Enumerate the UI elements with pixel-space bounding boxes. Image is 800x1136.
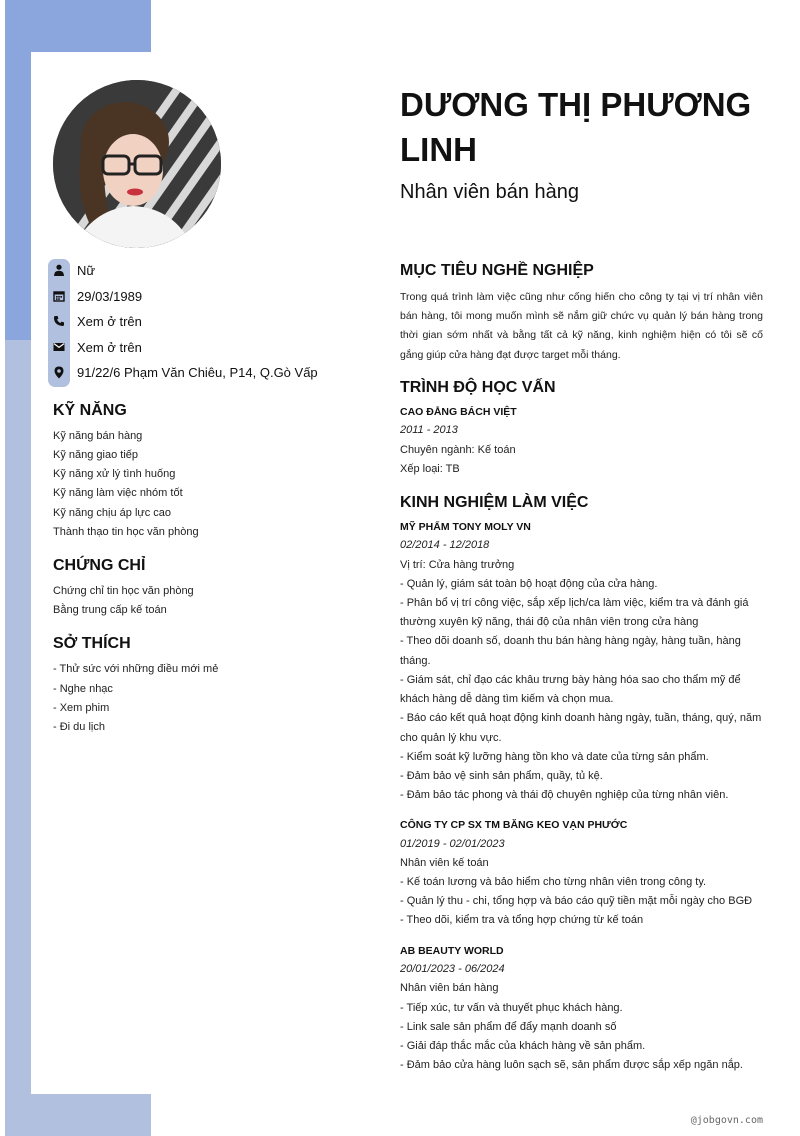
contact-phone — [48, 310, 142, 332]
education-detail: Chuyên ngành: Kế toán — [400, 444, 516, 456]
contact-text: 91/22/6 Phạm Văn Chiêu, P14, Q.Gò Vấp — [77, 364, 318, 380]
job-detail-line: - Giải đáp thắc mắc của khách hàng về sản phẩm. — [400, 1040, 646, 1052]
job-detail-line: Vị trí: Cửa hàng trưởng — [400, 559, 515, 571]
certificates-heading: CHỨNG CHỈ — [53, 557, 146, 574]
education-period: 2011 - 2013 — [400, 424, 458, 436]
hobbies-heading: SỞ THÍCH — [53, 635, 131, 652]
job-detail-line: - Kế toán lương và bảo hiểm cho từng nhân viên trong công ty. — [400, 876, 707, 888]
job-detail-line: cho quản lý khu vực. — [400, 732, 502, 744]
job-detail-line: - Đảm bảo cửa hàng luôn sạch sẽ, sản phẩm được sắp xếp ngăn nắp. — [400, 1059, 743, 1071]
job-detail-line: - Đảm bảo vệ sinh sản phẩm, quầy, tủ kệ. — [400, 770, 603, 782]
job-detail-line: - Tiếp xúc, tư vấn và thuyết phục khách hàng. — [400, 1002, 623, 1014]
skill-item: Kỹ năng bán hàng — [53, 430, 143, 442]
hobby-item: - Thử sức với những điều mới mẻ — [53, 663, 219, 675]
job-period: 02/2014 - 12/2018 — [400, 539, 490, 551]
contact-text: Xem ở trên — [77, 339, 142, 355]
location-pin-icon — [48, 361, 70, 383]
job-company: CÔNG TY CP SX TM BĂNG KEO VẠN PHƯỚC — [400, 819, 628, 831]
job-detail-line: - Link sale sản phẩm để đẩy mạnh doanh số — [400, 1021, 617, 1033]
contact-text: Nữ — [77, 262, 96, 278]
contact-birthday — [48, 285, 142, 307]
job-company: MỸ PHẨM TONY MOLY VN — [400, 521, 531, 533]
skill-item: Kỹ năng làm việc nhóm tốt — [53, 487, 183, 499]
hobby-item: - Xem phim — [53, 702, 110, 714]
hobby-item: - Đi du lịch — [53, 721, 105, 733]
calendar-icon — [48, 285, 70, 307]
job-detail-line: - Phân bổ vị trí công việc, sắp xếp lịch/ca làm việc, kiểm tra và đánh giá — [400, 597, 749, 609]
skill-item: Kỹ năng xử lý tình huống — [53, 468, 176, 480]
profile-photo — [53, 80, 221, 248]
skill-item: Kỹ năng chịu áp lực cao — [53, 507, 172, 519]
skill-item: Kỹ năng giao tiếp — [53, 449, 139, 461]
job-detail-line: - Đảm bảo tác phong và thái độ chuyên nghiệp của từng nhân viên. — [400, 789, 729, 801]
skill-item: Thành thạo tin học văn phòng — [53, 526, 199, 538]
experience-heading: KINH NGHIỆM LÀM VIỆC — [400, 494, 589, 511]
job-company: AB BEAUTY WORLD — [400, 945, 504, 957]
education-detail: Xếp loại: TB — [400, 463, 460, 475]
objective-heading: MỤC TIÊU NGHỀ NGHIỆP — [400, 262, 594, 279]
certificate-item: Chứng chỉ tin học văn phòng — [53, 585, 194, 597]
job-period: 01/2019 - 02/01/2023 — [400, 838, 505, 850]
job-detail-line: Nhân viên kế toán — [400, 857, 489, 869]
contact-text: 29/03/1989 — [77, 288, 143, 304]
hobby-item: - Nghe nhạc — [53, 683, 113, 695]
candidate-name: DƯƠNG THỊ PHƯƠNG LINH — [400, 86, 752, 168]
phone-icon — [48, 310, 70, 332]
job-detail-line: - Quản lý thu - chi, tổng hợp và báo cáo quỹ tiền mặt mỗi ngày cho BGĐ — [400, 895, 753, 907]
job-detail-line: khách hàng dễ dàng tìm kiếm và chọn mua. — [400, 693, 614, 705]
contact-text: Xem ở trên — [77, 313, 142, 329]
job-detail-line: Nhân viên bán hàng — [400, 982, 499, 994]
job-detail-line: - Theo dõi, kiểm tra và tổng hợp chứng từ kế toán — [400, 914, 644, 926]
mail-icon — [48, 336, 70, 358]
person-icon — [48, 259, 70, 281]
contact-gender — [48, 259, 95, 281]
footer-watermark[interactable]: @jobgovn.com — [690, 1115, 763, 1126]
objective-text: Trong quá trình làm việc cũng như cống hiến cho công ty tại vị trí nhân viên bán hàng, tôi mong muốn mình sẽ nắm giữ chức vụ quản lý bán hàng trong thời gian sớm nhất và bằng tất cả kỹ năng, kinh nghiệm hiện có tôi sẽ cố gắng giúp cửa hàng đạt được target mỗi tháng. — [400, 291, 763, 361]
job-detail-line: - Kiểm soát kỹ lưỡng hàng tồn kho và date của từng sản phẩm. — [400, 751, 709, 763]
candidate-title: Nhân viên bán hàng — [400, 181, 580, 203]
school-name: CAO ĐẲNG BÁCH VIỆT — [400, 406, 517, 418]
skills-heading: KỸ NĂNG — [53, 402, 127, 419]
contact-email — [48, 336, 142, 358]
job-detail-line: - Theo dõi doanh số, doanh thu bán hàng hàng ngày, hàng tuần, hàng — [400, 635, 741, 647]
certificate-item: Bằng trung cấp kế toán — [53, 604, 167, 616]
job-detail-line: thường xuyên kỹ năng, thái độ của nhân viên trong cửa hàng — [400, 616, 699, 628]
contact-address — [48, 361, 318, 383]
job-period: 20/01/2023 - 06/2024 — [400, 963, 505, 975]
education-heading: TRÌNH ĐỘ HỌC VẤN — [400, 379, 556, 396]
job-detail-line: - Quản lý, giám sát toàn bộ hoạt động của cửa hàng. — [400, 578, 658, 590]
job-detail-line: - Giám sát, chỉ đạo các khâu trưng bày hàng hóa sao cho thẩm mỹ để — [400, 674, 741, 686]
job-detail-line: - Báo cáo kết quả hoạt động kinh doanh hàng ngày, tuần, tháng, quý, năm — [400, 712, 762, 724]
job-detail-line: tháng. — [400, 655, 431, 667]
